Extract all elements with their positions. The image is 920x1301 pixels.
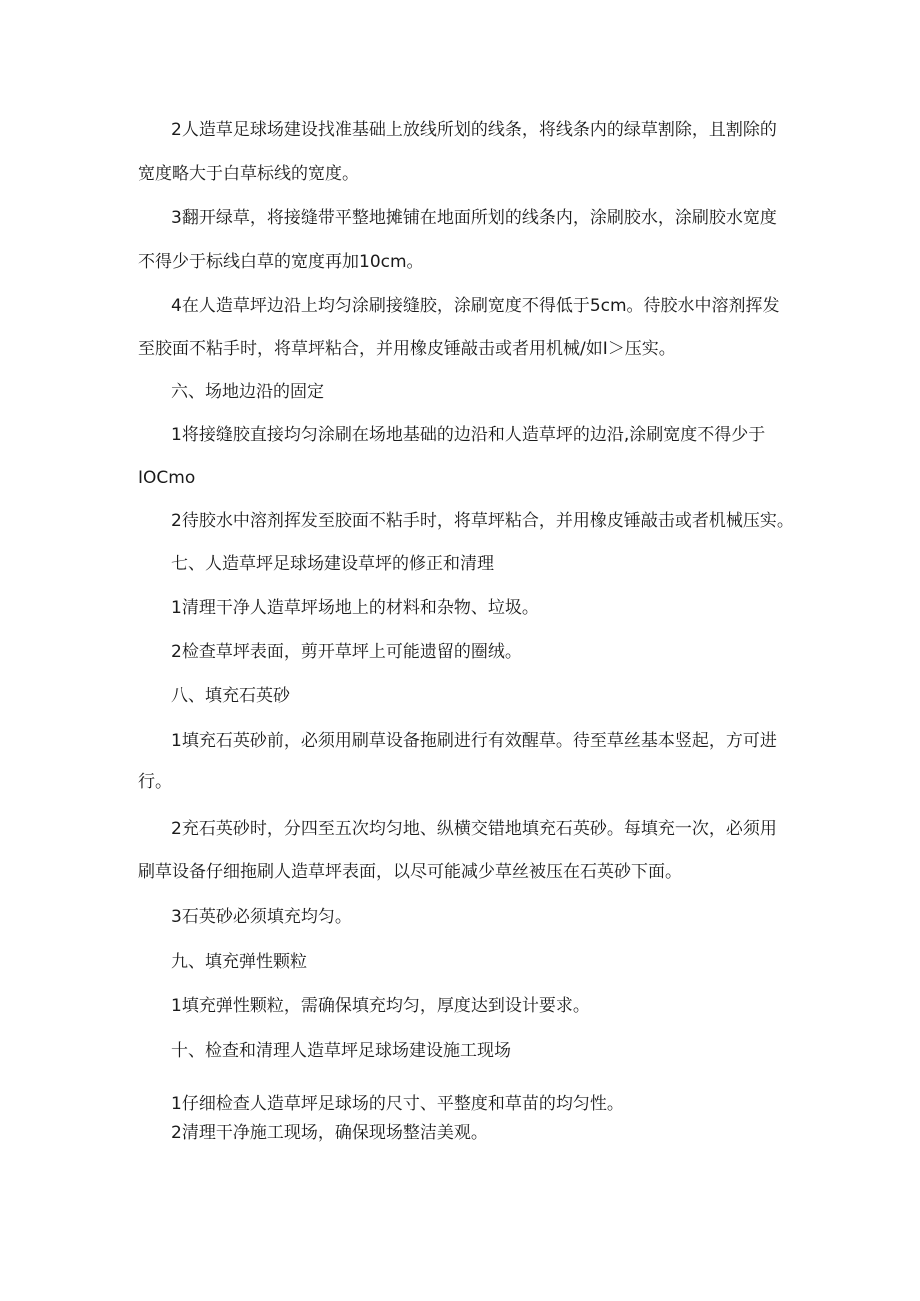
paragraph-line: 1清理干净人造草坪场地上的材料和杂物、垃圾。 <box>171 598 539 618</box>
paragraph-line: 3石英砂必须填充均匀。 <box>171 907 352 927</box>
paragraph-line: 1仔细检查人造草坪足球场的尺寸、平整度和草苗的均匀性。 <box>171 1094 624 1114</box>
paragraph-line: 至胶面不粘手时，将草坪粘合，并用橡皮锤敲击或者用机械/如I＞压实。 <box>138 339 676 359</box>
section-heading: 六、场地边沿的固定 <box>171 382 324 402</box>
paragraph-line: 刷草设备仔细拖刷人造草坪表面，以尽可能减少草丝被压在石英砂下面。 <box>138 862 682 882</box>
paragraph-line: 不得少于标线白草的宽度再加10cm。 <box>138 252 424 272</box>
paragraph-line: IOCmo <box>138 468 196 488</box>
paragraph-line: 2人造草足球场建设找准基础上放线所划的线条，将线条内的绿草割除，且割除的 <box>171 120 777 140</box>
section-heading: 十、检查和清理人造草坪足球场建设施工现场 <box>171 1041 511 1061</box>
section-heading: 七、人造草坪足球场建设草坪的修正和清理 <box>171 554 494 574</box>
section-heading: 八、填充石英砂 <box>171 686 290 706</box>
paragraph-line: 2充石英砂时，分四至五次均匀地、纵横交错地填充石英砂。每填充一次，必须用 <box>171 819 777 839</box>
paragraph-line: 2检查草坪表面，剪开草坪上可能遗留的圈绒。 <box>171 642 522 662</box>
paragraph-line: 1填充弹性颗粒，需确保填充均匀，厚度达到设计要求。 <box>171 996 590 1016</box>
paragraph-line: 3翻开绿草，将接缝带平整地摊铺在地面所划的线条内，涂刷胶水，涂刷胶水宽度 <box>171 208 777 228</box>
paragraph-line: 2待胶水中溶剂挥发至胶面不粘手时，将草坪粘合，并用橡皮锤敲击或者机械压实。 <box>171 511 794 531</box>
section-heading: 九、填充弹性颗粒 <box>171 952 307 972</box>
paragraph-line: 行。 <box>138 772 172 792</box>
paragraph-line: 1将接缝胶直接均匀涂刷在场地基础的边沿和人造草坪的边沿,涂刷宽度不得少于 <box>171 425 766 445</box>
paragraph-line: 1填充石英砂前，必须用刷草设备拖刷进行有效醒草。待至草丝基本竖起，方可进 <box>171 731 777 751</box>
paragraph-line: 2清理干净施工现场，确保现场整洁美观。 <box>171 1123 488 1143</box>
paragraph-line: 宽度略大于白草标线的宽度。 <box>138 164 359 184</box>
paragraph-line: 4在人造草坪边沿上均匀涂刷接缝胶，涂刷宽度不得低于5cm。待胶水中溶剂挥发 <box>171 296 780 316</box>
